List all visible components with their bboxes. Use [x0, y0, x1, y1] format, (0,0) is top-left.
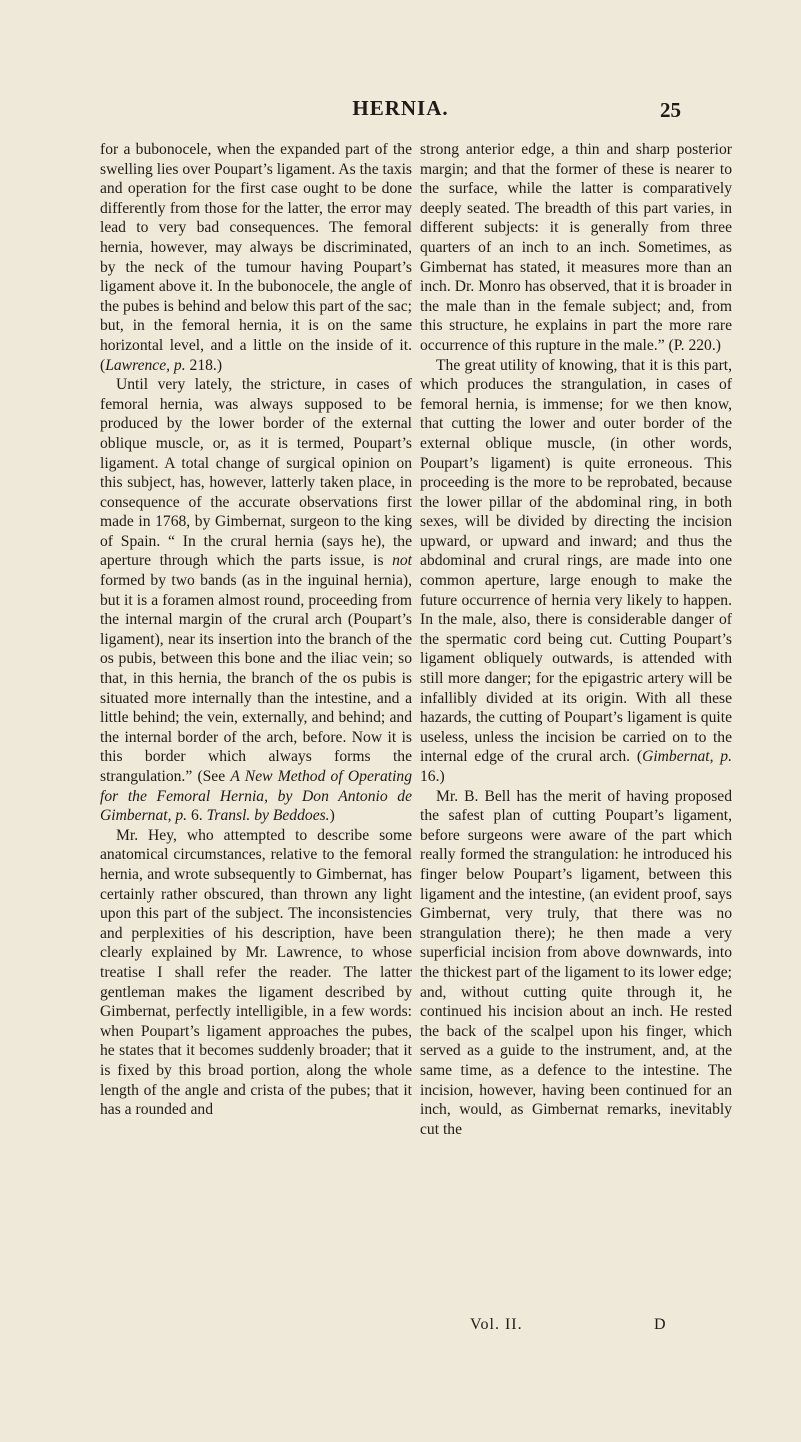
paragraph [100, 826, 412, 1120]
volume-label: Vol. II. [470, 1316, 523, 1333]
paragraph [420, 787, 732, 1140]
paragraph [100, 140, 412, 375]
running-head [0, 96, 801, 124]
paragraph [420, 356, 732, 787]
citation: Lawrence, p. [105, 356, 186, 374]
citation: A New Method of Operating for the Femoral Hernia, by Don Antonio de Gimbernat, p. [100, 768, 412, 825]
text-run: for a bubonocele, when the expanded part of the swelling lies over Poupart’s ligament. As the taxis and operation for the first case ought to be done differently from those for the latter, the error may lead to very bad consequences. The femoral hernia, however, may always be discriminated, by the neck of the tumour having Poupart’s ligament above it. In the bubonocele, the angle of the pubes is behind and below this part of the sac; but, in the femoral hernia, it is on the same horizontal level, and a little on the inside of it. ( [100, 141, 412, 374]
paragraph [100, 375, 412, 826]
citation: Transl. by Beddoes. [206, 807, 330, 825]
text-run: formed by two bands (as in the inguinal hernia), but it is a foramen almost round, proceeding from the internal margin of the crural arch (Poupart’s ligament), near its insertion into the branch of the os pubis, between this bone and the iliac vein; so that, in this hernia, the branch of the os pubis is situated more internally than the intestine, and a little behind; the vein, externally, and behind; and the internal border of the arch, before. Now it is this border which always forms the strangulation.” (See [100, 572, 412, 785]
text-run: ) [329, 807, 335, 825]
signature-mark: D [654, 1316, 666, 1333]
text-run: Mr. B. Bell has the merit of having proposed the safest plan of cutting Poupart’s ligament, before surgeons were aware of the part which really formed the strangulation: he introduced his finger below Poupart’s ligament, between this ligament and the intestine, (an evident proof, says Gimbernat, very truly, that there was no strangulation there); he then made a very superficial incision from above downwards, into the thickest part of the ligament to its lower edge; and, without cutting quite through it, he continued his incision about an inch. He rested the back of the scalpel upon his finger, which served as a guide to the instrument, and, at the same time, as a defence to the intestine. The incision, however, having been continued for an inch, would, as Gimbernat remarks, inevitably cut the [420, 787, 732, 1138]
citation: Gimbernat, p. [642, 748, 733, 766]
text-run: 218.) [185, 356, 223, 374]
text-run: The great utility of knowing, that it is this part, which produces the strangulation, in cases of femoral hernia, is immense; for we then know, that cutting the lower and outer border of the external oblique muscle, (in other words, Poupart’s ligament) is quite erroneous. This proceeding is the more to be reprobated, because the lower pillar of the abdominal ring, in both sexes, will be divided by directing the incision upward, or upward and inward; and thus the abdominal and crural rings, are made into one common aperture, large enough to make the future occurrence of hernia very likely to happen. In the male, also, there is considerable danger of the spermatic cord being cut. Cutting Poupart’s ligament obliquely outwards, is attended with still more danger; for the epigastric artery will be infallibly divided at its origin. With all these hazards, the cutting of Poupart’s ligament is quite useless, unless the incision be carried on to the internal edge of the crural arch. ( [420, 356, 732, 766]
right-column [420, 140, 732, 1139]
page-title: HERNIA. [352, 96, 449, 120]
paragraph [420, 140, 732, 356]
text-run: Mr. Hey, who attempted to describe some anatomical circumstances, relative to the femoral hernia, and wrote subsequently to Gimbernat, has certainly rather obscured, than thrown any light upon this part of the subject. The inconsistencies and perplexities of his description, have been clearly explained by Mr. Lawrence, to whose treatise I shall refer the reader. The latter gentleman makes the ligament described by Gimbernat, perfectly intelligible, in a few words: when Poupart’s ligament approaches the pubes, he states that it becomes suddenly broader; that it is fixed by this broad portion, along the whole length of the angle and crista of the pubes; that it has a rounded and [100, 826, 412, 1119]
text-run: 6. [187, 807, 207, 825]
emphasis: not [392, 552, 412, 570]
page-number: 25 [660, 98, 681, 122]
left-column [100, 140, 412, 1120]
text-run: 16.) [420, 768, 445, 785]
text-run: strong anterior edge, a thin and sharp posterior margin; and that the former of these is nearer to the surface, while the latter is comparatively deeply seated. The breadth of this part varies, in different subjects: it is generally from three quarters of an inch to an inch. Sometimes, as Gimbernat has stated, it measures more than an inch. Dr. Monro has observed, that it is broader in the male than in the female subject; and, from this structure, he explains in part the more rare occurrence of this rupture in the male.” (P. 220.) [420, 141, 732, 354]
text-run: Until very lately, the stricture, in cases of femoral hernia, was always supposed to be produced by the lower border of the external oblique muscle, or, as it is termed, Poupart’s ligament. A total change of surgical opinion on this subject, has, however, latterly taken place, in consequence of the accurate observations first made in 1768, by Gimbernat, surgeon to the king of Spain. “ In the crural hernia (says he), the aperture through which the parts issue, is [100, 376, 412, 570]
